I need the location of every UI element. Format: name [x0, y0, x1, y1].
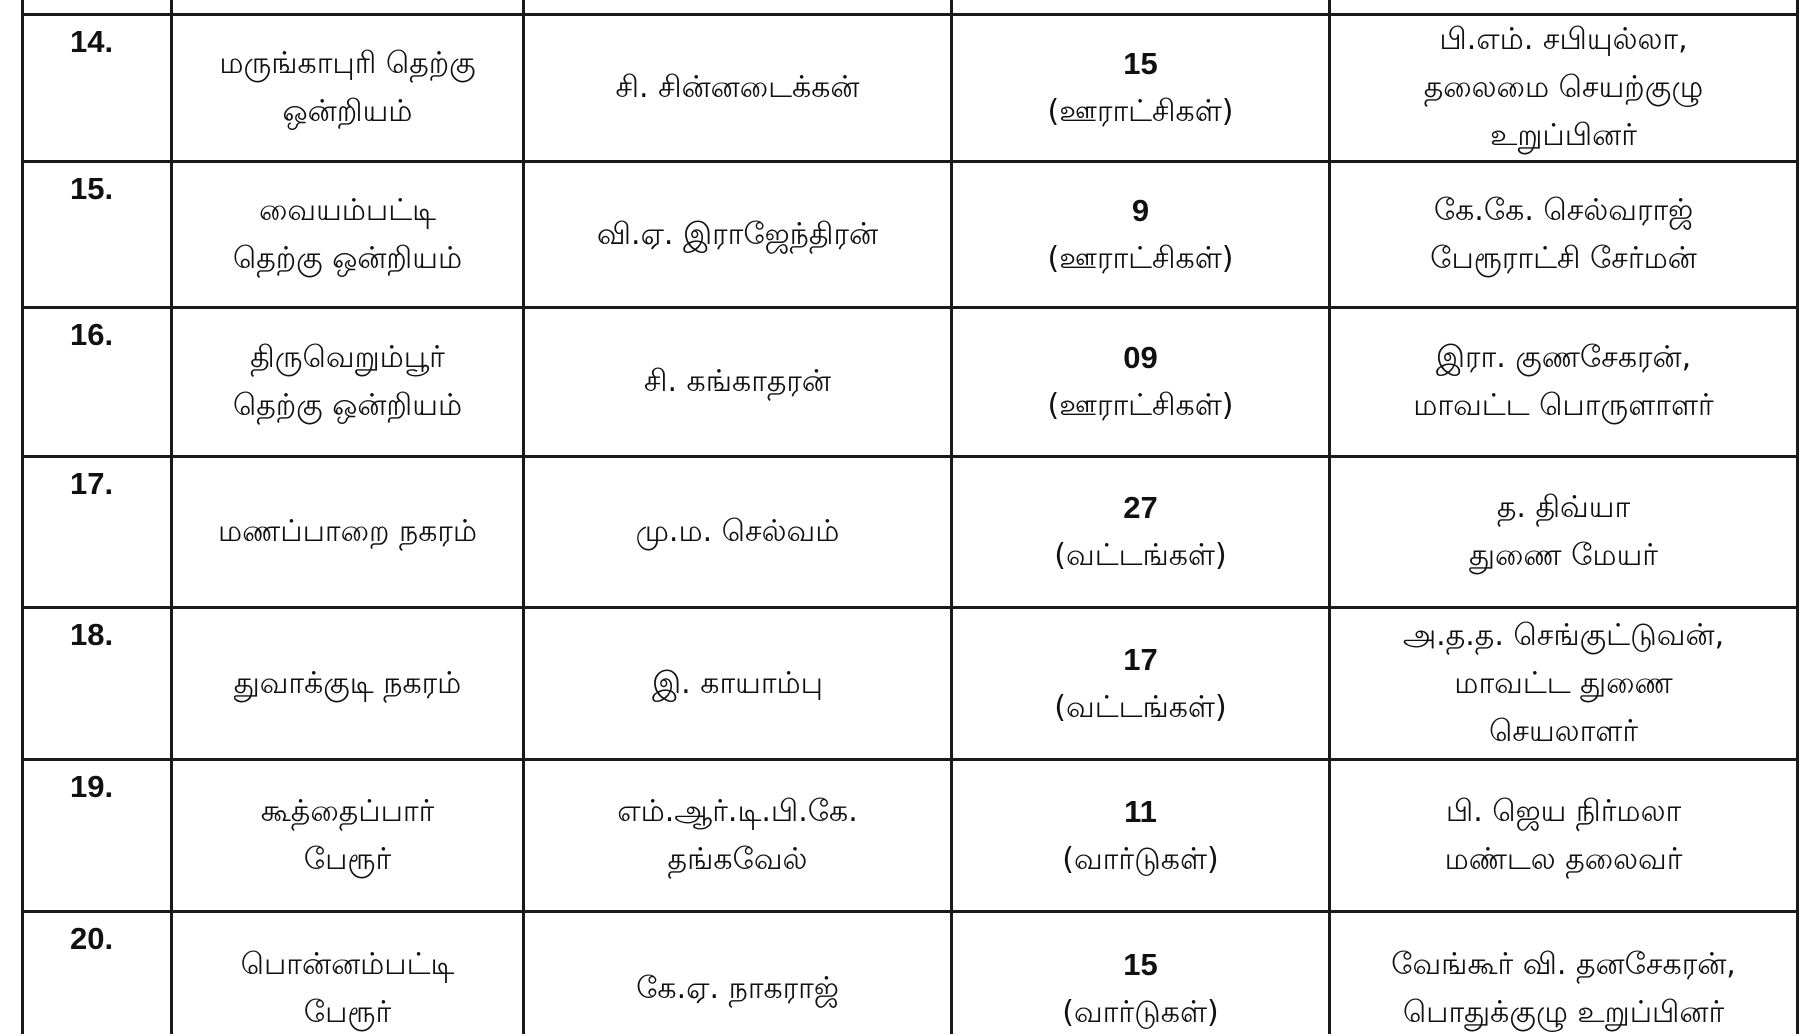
- cell-line: மணப்பாறை நகரம்: [217, 514, 478, 549]
- assignment-table: [21, 0, 1799, 1034]
- table-row: [23, 608, 1798, 760]
- area-cell: [172, 308, 524, 457]
- cell-line: எம்.ஆர்.டி.பி.கே.: [617, 793, 858, 829]
- cell-line: மண்டல தலைவர்: [1444, 841, 1683, 877]
- count-unit: (வட்டங்கள்): [1054, 538, 1227, 573]
- cell-line: செயலாளர்: [1488, 713, 1638, 749]
- count-unit: (வார்டுகள்): [1062, 841, 1219, 877]
- cell-line: பேரூர்: [303, 994, 392, 1030]
- stub-cell: [524, 0, 952, 15]
- stub-cell: [952, 0, 1330, 15]
- cell-line: பி. ஜெய நிர்மலா: [1445, 793, 1682, 829]
- observer-cell: [1330, 15, 1798, 162]
- observer-cell: [1330, 457, 1798, 608]
- serial-number-cell: 19.: [23, 760, 172, 912]
- continuation-text: [0, 1006, 1810, 1034]
- cell-line: பேரூராட்சி சேர்மன்: [1430, 240, 1697, 276]
- count-cell: [952, 760, 1330, 912]
- cell-line: சி. சின்னடைக்கன்: [615, 70, 860, 105]
- cell-line: ஒன்றியம்: [282, 94, 413, 129]
- serial-number-cell: 17.: [23, 457, 172, 608]
- cell-line: வையம்பட்டி: [258, 192, 437, 228]
- count-value: 17: [1123, 641, 1158, 677]
- cell-line: பொதுக்குழு உறுப்பினர்: [1402, 994, 1725, 1030]
- incharge-cell: [524, 308, 952, 457]
- count-unit: (ஊராட்சிகள்): [1047, 388, 1234, 423]
- count-unit: (ஊராட்சிகள்): [1047, 94, 1234, 129]
- observer-cell: [1330, 760, 1798, 912]
- cell-line: இ. காயாம்பு: [652, 665, 823, 701]
- cell-line: கூத்தைப்பார்: [260, 793, 435, 829]
- area-cell: [172, 608, 524, 760]
- count-unit: (வார்டுகள்): [1062, 994, 1219, 1030]
- cell-line: த. திவ்யா: [1496, 490, 1631, 525]
- cell-line: பொன்னம்பட்டி: [240, 946, 455, 982]
- cell-line: உறுப்பினர்: [1490, 118, 1637, 153]
- count-cell: [952, 608, 1330, 760]
- cell-line: துவாக்குடி நகரம்: [233, 665, 462, 701]
- cell-line: அ.த.த. செங்குட்டுவன்,: [1402, 617, 1725, 653]
- count-value: 15: [1123, 46, 1158, 81]
- serial-number-cell: 18.: [23, 608, 172, 760]
- cell-line: தெற்கு ஒன்றியம்: [232, 388, 463, 423]
- cell-line: பி.எம். சபியுல்லா,: [1439, 22, 1688, 57]
- serial-number-cell: 20.: [23, 912, 172, 1034]
- cell-line: மு.ம. செல்வம்: [635, 514, 840, 549]
- cell-line: மாவட்ட பொருளாளர்: [1413, 388, 1714, 423]
- table-row: [23, 760, 1798, 912]
- count-value: 15: [1123, 946, 1158, 982]
- cell-line: துணை மேயர்: [1469, 538, 1658, 573]
- table-row: [23, 457, 1798, 608]
- observer-cell: [1330, 608, 1798, 760]
- area-cell: [172, 15, 524, 162]
- table-body: [23, 0, 1798, 1034]
- count-cell: [952, 15, 1330, 162]
- stub-cell: [1330, 0, 1798, 15]
- count-value: 27: [1123, 490, 1158, 525]
- cell-line: தங்கவேல்: [667, 841, 808, 877]
- count-cell: [952, 162, 1330, 308]
- count-cell: [952, 457, 1330, 608]
- count-unit: (ஊராட்சிகள்): [1047, 240, 1234, 276]
- count-cell: [952, 308, 1330, 457]
- incharge-cell: [524, 608, 952, 760]
- incharge-cell: [524, 15, 952, 162]
- count-value: 11: [1124, 793, 1157, 829]
- cell-line: சி. கங்காதரன்: [643, 364, 832, 399]
- count-value: 9: [1131, 192, 1150, 228]
- cell-line: கே.கே. செல்வராஜ்: [1433, 192, 1694, 228]
- cell-line: கே.ஏ. நாகராஜ்: [636, 970, 839, 1006]
- cell-line: தலைமை செயற்குழு: [1423, 70, 1704, 105]
- area-cell: [172, 760, 524, 912]
- count-unit: (வட்டங்கள்): [1054, 689, 1227, 725]
- incharge-cell: [524, 457, 952, 608]
- area-cell: [172, 457, 524, 608]
- cell-line: திருவெறும்பூர்: [250, 340, 445, 375]
- serial-number-cell: 14.: [23, 15, 172, 162]
- table-row: [23, 162, 1798, 308]
- cell-line: வேங்கூர் வி. தனசேகரன்,: [1391, 946, 1736, 982]
- incharge-cell: [524, 162, 952, 308]
- cell-line: தெற்கு ஒன்றியம்: [232, 240, 463, 276]
- stub-cell: [172, 0, 524, 15]
- cell-line: மாவட்ட துணை: [1454, 665, 1673, 701]
- table-row: [23, 15, 1798, 162]
- observer-cell: [1330, 308, 1798, 457]
- previous-row-fragment: [23, 0, 1798, 15]
- cell-line: மருங்காபுரி தெற்கு: [219, 46, 476, 81]
- serial-number-cell: 16.: [23, 308, 172, 457]
- observer-cell: [1330, 162, 1798, 308]
- cell-line: பேரூர்: [303, 841, 392, 877]
- serial-number-cell: 15.: [23, 162, 172, 308]
- stub-cell: [23, 0, 172, 15]
- count-value: 09: [1123, 340, 1158, 375]
- cell-line: வி.ஏ. இராஜேந்திரன்: [596, 216, 879, 252]
- table-row: [23, 308, 1798, 457]
- incharge-cell: [524, 760, 952, 912]
- cell-line: இரா. குணசேகரன்,: [1435, 340, 1692, 375]
- area-cell: [172, 162, 524, 308]
